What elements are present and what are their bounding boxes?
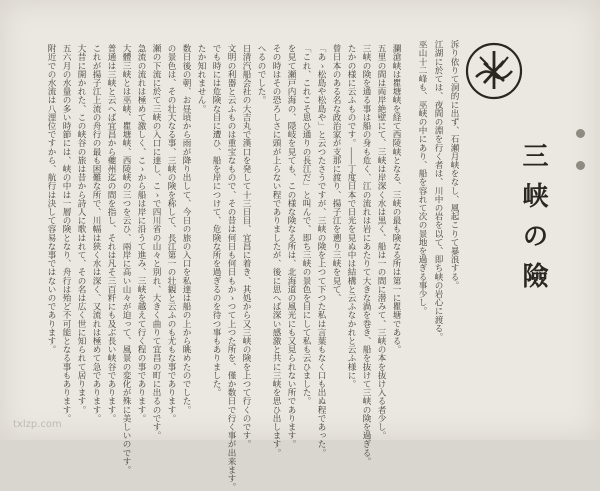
body-line: 附近での水流は八浬位ですから、航行は決して容易な事ではないのであります。 [46, 44, 56, 354]
body-line: その時はその恐ろしさに頭が上らない程でありましたが、後に思へば深い感激と共に三峡を思ひ出します。 [271, 44, 281, 457]
page-title: 三峡の險 [518, 142, 548, 302]
body-line: 曾日本のある名な政治家が支那に渡り、揚子江を遡り三峡を見て、 [331, 44, 341, 302]
body-line: 瀬の下流に於て三峡の入口に達し、こゝで四川省の山々と別れ、大きく曲りて宜昌の町に出るのです。 [151, 44, 161, 440]
body-line: 数日後の朝、お昼頃から雨が降り出して、今日の旅の入口を私達は船の上から眺めたのでした。 [181, 44, 191, 414]
body-line: 普通は三峡と云へば宜昌から夔州迄の間を指し、それは凡そ三百粁にも及ぶ長い峡谷であります。 [106, 44, 116, 423]
body-line: 文明の利器と云ふものは重宝なもので、その昔は何日も何日もかゝつて上つた所を、僅か数日で行く事が出来ます。 [226, 44, 236, 491]
intro-line: 江湖に於ては、夜間の淵を行く者は、川中の岩を以て、即ち峡の岩心に渡る。 [433, 40, 443, 341]
body-line: 五六月の水量の多い時節には、峡の中は一層の険となり、舟行は殆ど不可能となる事もあります。 [61, 44, 71, 423]
body-line: 大體三峡とは巫峡、瞿塘峡、西陵峡の三つを云ひ、兩岸に高い山々が迫って、風景の変化が殊に美しいのです。 [121, 44, 131, 474]
body-line: 「あゝ松島や松島や」と云つたさうですが、三峡の険を上つて下つた私は言葉もなく口も出ぬ程であった。 [316, 44, 326, 457]
emblem-seal-icon [464, 41, 524, 101]
body-line: 五里の間は両岸絶壁にて、三峡は岸深く水は黒く、船は一の間に潜みて、三峡の本を抜け入る者少し。 [376, 44, 386, 440]
body-line: 「これ、これこそ思ひ通りの長江だ」と叫んで、即ち三峡の景色を目にして私も云ひました。 [301, 44, 311, 406]
body-line: 瀾滄峡は瞿塘峡を経て西陵峡となる、三峡の最も険なる所は第一に瞿塘である。 [391, 44, 401, 354]
body-line: たか知れません。 [196, 44, 206, 113]
body-line: でも時には危険な目に遭ひ、船を岸につけて、危険な所を過ぎるのを待つ事もありました。 [211, 44, 221, 397]
title-block [515, 142, 552, 302]
body-line: 急流の流れは極めて激しく、こゝから船は岸に沿うて進み、三峡を越えて行く程の事であります。 [136, 44, 146, 423]
binding-hole [576, 129, 585, 138]
intro-line: 泝り依りて洞的に出ず、石瀬月峡をなし、風起こりて暴浪する。 [449, 40, 459, 290]
watermark: txlzp.com [13, 419, 62, 430]
body-line: 三峡の険を通る事は船の身も危く、江の流れは岩にあたりて大きな渦を巻き、船を抜けて三峡の険を過ぎる。 [361, 44, 371, 466]
body-line: の景色は、その壮大なる事、三峡の険を称して、長江第一の壮観と云ふのも尤もな事であります。 [166, 44, 176, 423]
body-line: これが揚子江上流の舟行の最も困難な所で、川幅は狭く水は深く、又流れは極めて急であります。 [91, 44, 101, 423]
body-line: 日清汽船会社の大吉丸で漢口を発して十三日目、宜昌に着き、其処から又三峡の険を上つて行くのです。 [241, 44, 251, 449]
body-line: を見て瀬戸内海の、隠岐を見ても、この様な険なる所は、北海道の風光にも又見られない所であります。 [286, 44, 296, 449]
body-line: へるのでした。 [256, 44, 266, 105]
body-line: 大昔に開かれた、この峡谷の旅は昔から詩人に歌はれて、その名は広く世に知られて居ります。 [76, 44, 86, 414]
body-line: たかの様に云ふものです。――丁度日本で日光を見ぬ中は結構と云ふなかれと云ふ様に。 [346, 44, 356, 388]
intro-line: 巫山十二峰も、巫峡の中にあり、船を容れて次の景地を過ぎる事少し。 [417, 40, 427, 316]
binding-hole [576, 161, 585, 170]
